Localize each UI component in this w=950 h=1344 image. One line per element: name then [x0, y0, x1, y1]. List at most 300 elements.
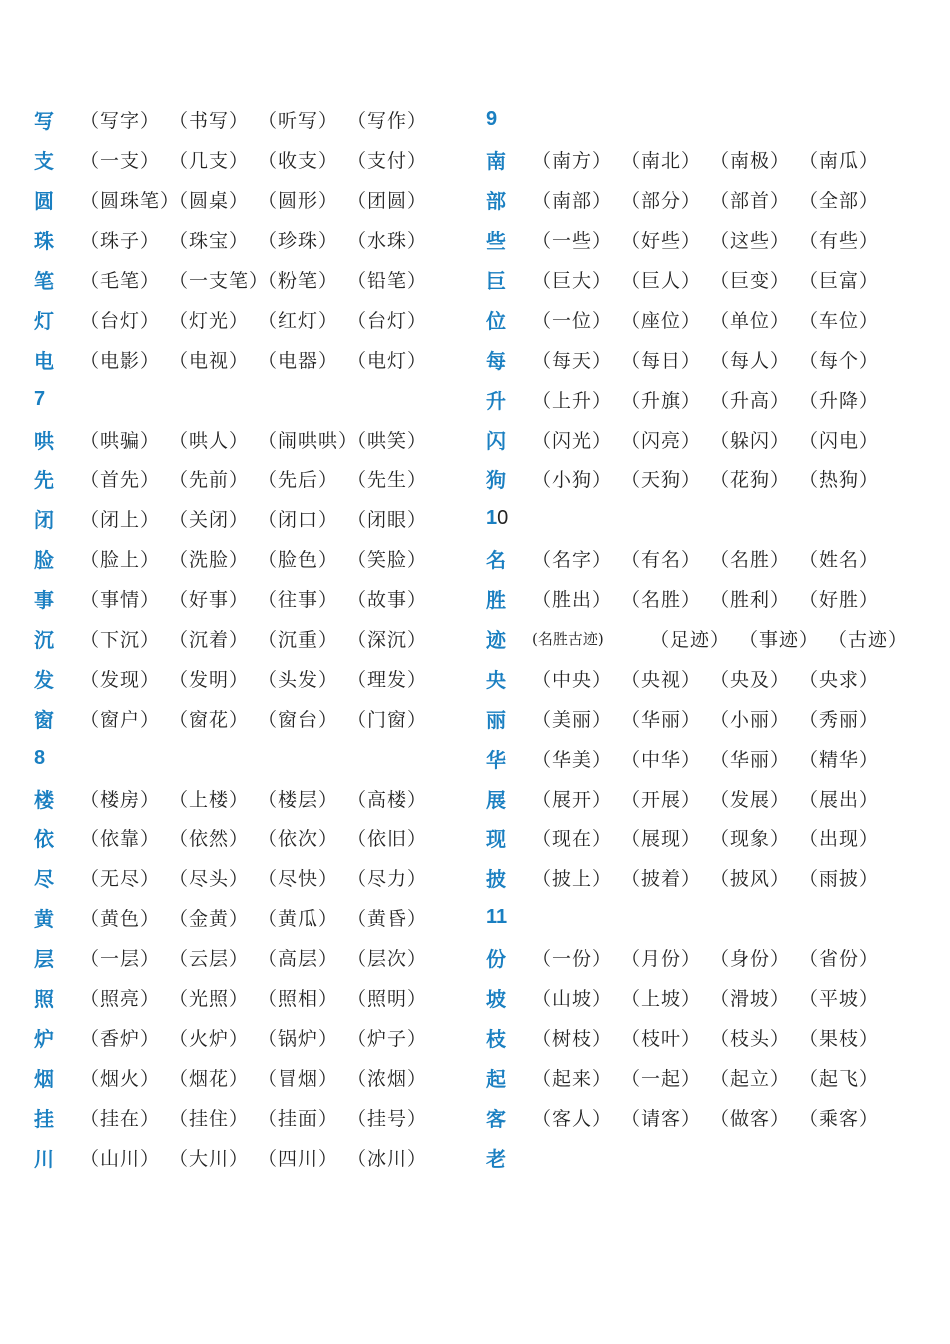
head-character: 发 [34, 667, 54, 692]
word-item: （胜出） [532, 589, 613, 612]
word-item: （座位） [621, 309, 702, 332]
word-item: （黄昏） [347, 908, 428, 931]
word-item: （乘客） [799, 1107, 880, 1130]
word-item: （一层） [80, 948, 161, 971]
word-item: （巨大） [532, 270, 613, 292]
word-item: （楼层） [258, 788, 339, 811]
head-character: 脸 [34, 548, 54, 573]
word-item: （照明） [347, 988, 428, 1011]
word-item: （做客） [710, 1107, 791, 1130]
word-item: （黄瓜） [258, 908, 339, 931]
word-item: （车位） [799, 309, 880, 332]
head-character: 客 [486, 1106, 506, 1131]
word-item: （深沉） [347, 629, 428, 652]
word-item: （写作） [347, 110, 428, 133]
head-character: 胜 [486, 588, 506, 613]
word-item: （山川） [80, 1147, 161, 1170]
head-character: 狗 [486, 468, 506, 493]
word-item: （关闭） [169, 509, 250, 532]
word-item: （一位） [532, 309, 613, 332]
word-item: （挂号） [347, 1107, 428, 1130]
word-item: （一支笔） [169, 270, 270, 292]
word-item: （金黄） [169, 908, 250, 931]
lesson-number-row [486, 499, 926, 539]
word-item: （闭眼） [347, 509, 428, 532]
word-item: （窗花） [169, 708, 250, 731]
word-item: （几支） [169, 150, 250, 173]
word-item: （脸上） [80, 549, 161, 572]
word-item: （巨富） [799, 270, 880, 292]
head-character: 华 [486, 747, 506, 772]
word-item: （窗户） [80, 708, 161, 731]
word-item: （哄人） [169, 429, 250, 452]
lesson-number: 7 [34, 387, 46, 410]
word-item: （电灯） [347, 349, 428, 372]
word-item: （美丽） [532, 708, 613, 731]
word-item: （照亮） [80, 988, 161, 1011]
head-character: 名 [486, 548, 506, 573]
word-item: （哄笑） [347, 429, 428, 452]
head-character: 灯 [34, 308, 54, 333]
word-item: （先后） [258, 469, 339, 492]
vocab-row [34, 539, 474, 579]
word-item: （南极） [710, 150, 791, 173]
word-item: （一起） [621, 1067, 702, 1090]
word-item: （姓名） [799, 549, 880, 572]
word-item: （全部） [799, 190, 880, 213]
word-item: （支付） [347, 150, 428, 173]
word-item: （烟火） [80, 1067, 161, 1090]
word-item: （起来） [532, 1067, 613, 1090]
word-item: （依然） [169, 828, 250, 851]
head-character: 窗 [34, 707, 54, 732]
word-item: （躲闪） [710, 429, 791, 452]
word-item: （中央） [532, 668, 613, 691]
word-item: （闭上） [80, 509, 161, 532]
word-item: （上楼） [169, 788, 250, 811]
word-item: （单位） [710, 309, 791, 332]
head-character: 老 [486, 1146, 506, 1171]
word-item: （南瓜） [799, 150, 880, 173]
word-item: （锅炉） [258, 1027, 339, 1050]
word-item: （挂面） [258, 1107, 339, 1130]
word-item: （洗脸） [169, 549, 250, 572]
head-character: 照 [34, 987, 54, 1012]
vocab-row [34, 1057, 474, 1097]
word-item: （一份） [532, 948, 613, 971]
vocab-row [34, 778, 474, 818]
word-item: （往事） [258, 589, 339, 612]
word-item: （故事） [347, 589, 428, 612]
word-item: （电视） [169, 349, 250, 372]
vocab-row [34, 898, 474, 938]
word-item: （小丽） [710, 708, 791, 731]
vocab-row [486, 459, 926, 499]
vocab-row [486, 818, 926, 858]
head-character: 丽 [486, 707, 506, 732]
word-item: （挂住） [169, 1107, 250, 1130]
head-character: 起 [486, 1066, 506, 1091]
vocab-row [486, 579, 926, 619]
word-item: （依旧） [347, 828, 428, 851]
word-item: （书写） [169, 110, 250, 133]
word-item: （珠宝） [169, 230, 250, 253]
head-character: 尽 [34, 867, 54, 892]
word-item: （光照） [169, 988, 250, 1011]
word-item: （窗台） [258, 708, 339, 731]
word-item: （出现） [799, 828, 880, 851]
vocab-row [34, 299, 474, 339]
vocab-row [34, 459, 474, 499]
word-item: （部首） [710, 190, 791, 213]
word-item: （事迹） [739, 629, 820, 652]
word-item: （中华） [621, 748, 702, 771]
word-item: （树枝） [532, 1027, 613, 1050]
word-item: （黄色） [80, 908, 161, 931]
word-item: （沉重） [258, 629, 339, 652]
head-character: 现 [486, 827, 506, 852]
word-item: （发展） [710, 788, 791, 811]
head-character: 圆 [34, 189, 54, 214]
word-item: （香炉） [80, 1027, 161, 1050]
lesson-number: 9 [486, 108, 498, 131]
vocab-row [486, 658, 926, 698]
word-item: （下沉） [80, 629, 161, 652]
vocab-row [34, 499, 474, 539]
vocab-row [34, 1097, 474, 1137]
word-item: （火炉） [169, 1027, 250, 1050]
word-item: （先前） [169, 469, 250, 492]
word-item: （大川） [169, 1147, 250, 1170]
word-item: （每天） [532, 349, 613, 372]
lesson-number-tail: 0 [497, 507, 509, 530]
vocab-row [486, 220, 926, 260]
head-character: 依 [34, 827, 54, 852]
vocab-row [34, 658, 474, 698]
vocab-row [34, 100, 474, 140]
word-item: （央及） [710, 668, 791, 691]
head-character: 迹 [486, 628, 506, 653]
word-item: （台灯） [80, 309, 161, 332]
vocab-row [34, 339, 474, 379]
vocab-row [486, 619, 926, 659]
word-item: （冰川） [347, 1147, 428, 1170]
word-item: （笑脸） [347, 549, 428, 572]
word-item: （尽力） [347, 868, 428, 891]
word-item: （楼房） [80, 788, 161, 811]
vocab-row [34, 619, 474, 659]
word-item: （红灯） [258, 309, 339, 332]
word-item: （炉子） [347, 1027, 428, 1050]
lesson-number-row [486, 100, 926, 140]
word-item: （客人） [532, 1107, 613, 1130]
word-item: （闪光） [532, 429, 613, 452]
head-character: 闭 [34, 508, 54, 533]
word-item: （披上） [532, 868, 613, 891]
head-character: 黄 [34, 907, 54, 932]
word-item: （省份） [799, 948, 880, 971]
head-character: 炉 [34, 1026, 54, 1051]
word-item: （天狗） [621, 469, 702, 492]
word-item: （有名） [621, 549, 702, 572]
word-item: （平坡） [799, 988, 880, 1011]
word-item: （好些） [621, 230, 702, 253]
word-item: （层次） [347, 948, 428, 971]
word-item: （展现） [621, 828, 702, 851]
vocab-row [34, 180, 474, 220]
word-item: （每人） [710, 349, 791, 372]
word-item: （高层） [258, 948, 339, 971]
word-item: （枝头） [710, 1027, 791, 1050]
word-item: （花狗） [710, 469, 791, 492]
lesson-number-row [486, 898, 926, 938]
vocab-row [34, 140, 474, 180]
word-item: （水珠） [347, 230, 428, 253]
word-item: （毛笔） [80, 270, 161, 292]
lesson-number [486, 507, 508, 530]
head-character: 披 [486, 867, 506, 892]
lesson-number-head: 1 [486, 507, 498, 530]
word-item: （好胜） [799, 589, 880, 612]
word-item: （发现） [80, 668, 161, 691]
word-item: （事情） [80, 589, 161, 612]
word-item: （一些） [532, 230, 613, 253]
word-item: （有些） [799, 230, 880, 253]
head-character: 些 [486, 229, 506, 254]
head-character: 电 [34, 348, 54, 373]
word-item: （果枝） [799, 1027, 880, 1050]
vocab-row [34, 858, 474, 898]
word-item: （首先） [80, 469, 161, 492]
vocab-row [486, 858, 926, 898]
word-item: （依次） [258, 828, 339, 851]
head-character: 沉 [34, 628, 54, 653]
word-item: （门窗） [347, 708, 428, 731]
head-character: 笔 [34, 269, 54, 293]
word-item: （起立） [710, 1067, 791, 1090]
word-item: （央视） [621, 668, 702, 691]
vocab-row [486, 260, 926, 300]
right-column [486, 100, 926, 1177]
word-item: （挂在） [80, 1107, 161, 1130]
vocab-row [486, 379, 926, 419]
word-item: （请客） [621, 1107, 702, 1130]
head-character: 央 [486, 667, 506, 692]
word-item: （闪电） [799, 429, 880, 452]
word-item: （华丽） [710, 748, 791, 771]
word-item: （足迹） [650, 629, 731, 652]
word-item: （台灯） [347, 309, 428, 332]
vocab-row [34, 978, 474, 1018]
vocab-row [486, 938, 926, 978]
word-item: （雨披） [799, 868, 880, 891]
word-item: （名胜） [621, 589, 702, 612]
head-character: 先 [34, 468, 54, 493]
word-item: （圆形） [258, 190, 339, 213]
vocab-row [486, 1137, 926, 1177]
word-item: （枝叶） [621, 1027, 702, 1050]
word-item: （展出） [799, 788, 880, 811]
word-item: （展开） [532, 788, 613, 811]
word-item: （华美） [532, 748, 613, 771]
head-character: 层 [34, 947, 54, 972]
word-item: （巨变） [710, 270, 791, 292]
head-character: 支 [34, 149, 54, 174]
head-character: 珠 [34, 229, 54, 254]
head-character: 写 [34, 109, 54, 134]
vocab-row [486, 698, 926, 738]
head-character: 份 [486, 947, 506, 972]
vocab-row [486, 180, 926, 220]
vocab-row [486, 1017, 926, 1057]
word-item: （古迹） [828, 629, 909, 652]
word-item: （头发） [258, 668, 339, 691]
word-item: （四川） [258, 1147, 339, 1170]
word-item: （部分） [621, 190, 702, 213]
word-item: （南部） [532, 190, 613, 213]
vocab-row [34, 260, 474, 300]
word-item: （开展） [621, 788, 702, 811]
vocab-row [34, 1137, 474, 1177]
lesson-number-row [34, 379, 474, 419]
word-item: （身份） [710, 948, 791, 971]
lesson-number-row [34, 738, 474, 778]
word-item: （听写） [258, 110, 339, 133]
word-item: （精华） [799, 748, 880, 771]
word-item: （灯光） [169, 309, 250, 332]
vocab-row [486, 539, 926, 579]
head-character: 楼 [34, 787, 54, 812]
head-character: 烟 [34, 1066, 54, 1091]
word-item: (名胜古迹) [532, 630, 604, 649]
vocab-row [486, 140, 926, 180]
vocab-row [486, 419, 926, 459]
vocab-row [34, 818, 474, 858]
word-item: （圆珠笔） [80, 190, 181, 213]
lesson-number: 11 [486, 906, 508, 929]
head-character: 展 [486, 787, 506, 812]
word-item: （收支） [258, 150, 339, 173]
head-character: 川 [34, 1146, 54, 1171]
word-item: （现在） [532, 828, 613, 851]
word-item: （闹哄哄） [258, 429, 359, 452]
word-item: （理发） [347, 668, 428, 691]
head-character: 挂 [34, 1106, 54, 1131]
word-item: （披风） [710, 868, 791, 891]
word-item: （沉着） [169, 629, 250, 652]
left-column [34, 100, 474, 1177]
word-item: （华丽） [621, 708, 702, 731]
word-item: （粉笔） [258, 270, 339, 292]
word-item: （冒烟） [258, 1067, 339, 1090]
head-character: 巨 [486, 269, 506, 293]
vocab-row [34, 579, 474, 619]
head-character: 哄 [34, 428, 54, 453]
head-character: 位 [486, 308, 506, 333]
word-item: （云层） [169, 948, 250, 971]
word-item: （浓烟） [347, 1067, 428, 1090]
word-item: （胜利） [710, 589, 791, 612]
vocab-row [34, 1017, 474, 1057]
word-item: （起飞） [799, 1067, 880, 1090]
lesson-number: 8 [34, 746, 46, 769]
head-character: 闪 [486, 428, 506, 453]
word-item: （尽头） [169, 868, 250, 891]
word-item: （写字） [80, 110, 161, 133]
head-character: 升 [486, 388, 506, 413]
word-item: （上坡） [621, 988, 702, 1011]
word-item: （南方） [532, 150, 613, 173]
word-item: （央求） [799, 668, 880, 691]
head-character: 坡 [486, 987, 506, 1012]
vocab-row [486, 978, 926, 1018]
vocab-row [486, 778, 926, 818]
vocab-row [486, 738, 926, 778]
word-item: （上升） [532, 389, 613, 412]
word-item: （先生） [347, 469, 428, 492]
head-character: 南 [486, 149, 506, 174]
word-item: （珍珠） [258, 230, 339, 253]
word-item: （月份） [621, 948, 702, 971]
word-item: （这些） [710, 230, 791, 253]
vocab-row [486, 1057, 926, 1097]
word-item: （小狗） [532, 469, 613, 492]
word-item: （闭口） [258, 509, 339, 532]
word-item: （每个） [799, 349, 880, 372]
word-item: （无尽） [80, 868, 161, 891]
vocab-row [34, 419, 474, 459]
word-item: （哄骗） [80, 429, 161, 452]
word-item: （发明） [169, 668, 250, 691]
word-item: （尽快） [258, 868, 339, 891]
vocab-row [486, 339, 926, 379]
word-item: （滑坡） [710, 988, 791, 1011]
word-item: （铅笔） [347, 270, 428, 292]
word-item: （依靠） [80, 828, 161, 851]
vocab-row [34, 220, 474, 260]
word-item: （闪亮） [621, 429, 702, 452]
word-item: （高楼） [347, 788, 428, 811]
word-item: （现象） [710, 828, 791, 851]
word-item: （热狗） [799, 469, 880, 492]
head-character: 部 [486, 189, 506, 214]
word-item: （南北） [621, 150, 702, 173]
head-character: 枝 [486, 1026, 506, 1051]
head-character: 每 [486, 348, 506, 373]
vocab-row [34, 698, 474, 738]
word-item: （脸色） [258, 549, 339, 572]
word-item: （电影） [80, 349, 161, 372]
word-item: （烟花） [169, 1067, 250, 1090]
vocab-row [34, 938, 474, 978]
word-item: （珠子） [80, 230, 161, 253]
vocab-row [486, 299, 926, 339]
word-item: （升高） [710, 389, 791, 412]
word-item: （照相） [258, 988, 339, 1011]
word-item: （好事） [169, 589, 250, 612]
word-item: （山坡） [532, 988, 613, 1011]
word-item: （一支） [80, 150, 161, 173]
word-item: （披着） [621, 868, 702, 891]
word-item: （圆桌） [169, 190, 250, 213]
word-item: （巨人） [621, 270, 702, 292]
word-item: （电器） [258, 349, 339, 372]
word-item: （秀丽） [799, 708, 880, 731]
word-item: （升旗） [621, 389, 702, 412]
word-item: （团圆） [347, 190, 428, 213]
word-item: （每日） [621, 349, 702, 372]
head-character: 事 [34, 588, 54, 613]
